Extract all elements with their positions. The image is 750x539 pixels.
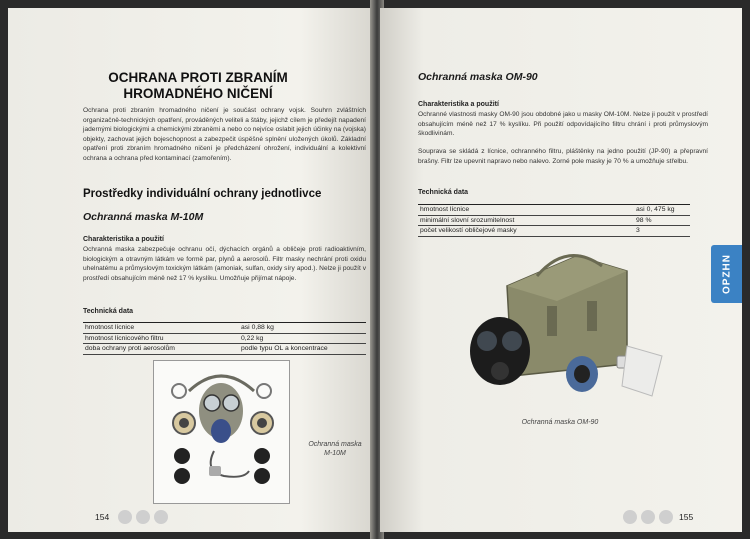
characteristics-text: Ochranná maska zabezpečuje ochranu očí, dýchacích orgánů a obličeje proti radioaktivním, biologickým a otravným látkám ve formě par, plynů a aerosolů. Filtr masky nechrání proti oxidu uhelnatému a průmyslovým toxickým látkám (amoniak, sulfan, oxidy síry apod.). Nelze ji použít v prostředí obsahujícím méně než 17 % kyslíku. Umožňuje přijímat nápoje. [83,246,366,282]
decorative-dot [154,510,168,524]
chapter-tab [711,245,742,303]
table-cell-label: počet velikostí obličejové masky [420,227,517,234]
decorative-dot [623,510,637,524]
decorative-dot [136,510,150,524]
chapter-tab-label: OPZHN [721,254,732,294]
tech-data-heading: Technická data [418,189,469,196]
table-cell-value: 3 [636,227,640,234]
decorative-dot [641,510,655,524]
characteristics-heading: Charakteristika a použití [418,101,499,108]
table-cell-value: asi 0,88 kg [241,324,274,331]
table-row [418,216,690,227]
photo-caption [300,440,370,458]
mask-om90-title: Ochranná maska OM-90 [418,71,538,83]
title-line-1: OCHRANA PROTI ZBRANÍM [108,70,288,85]
decorative-dot [118,510,132,524]
table-cell-value: podle typu OL a koncentrace [241,345,328,352]
tech-data-table [83,322,366,355]
tech-data-table [418,204,690,237]
characteristics-heading: Charakteristika a použití [83,236,164,243]
table-row [418,205,690,216]
page-number: 154 [95,512,110,522]
section-title: Prostředky individuální ochrany jednotlivce [83,188,322,200]
table-row [83,344,366,355]
right-page [380,8,742,532]
characteristics-text-2: Souprava se skládá z lícnice, ochranného filtru, pláštěnky na jedno použití (JP-90) a přepravní brašny. Filtr lze upevnit napravo nebo nalevo. Zorné pole masky je 70 % a umožňuje střelbu. [418,148,708,165]
mask-om90-photo [452,246,666,411]
decorative-dot [659,510,673,524]
gas-mask-m10m-icon [154,361,289,503]
tech-data-heading: Technická data [83,308,134,315]
table-cell-label: hmotnost lícnicového filtru [85,334,164,342]
page-number: 155 [679,512,694,522]
table-cell-label: hmotnost lícnice [420,206,470,213]
gas-mask-om90-icon [452,246,666,411]
table-row [418,226,690,237]
table-cell-value: asi 0, 475 kg [636,206,675,213]
mask-m10m-photo [153,360,290,504]
page-title [58,70,338,102]
table-cell-label: doba ochrany proti aerosolům [85,345,175,352]
photo-caption: Ochranná maska OM-90 [521,419,599,426]
caption-line-2: M-10M [324,450,346,457]
table-row [83,323,366,334]
title-line-2: HROMADNÉHO NIČENÍ [123,86,273,101]
mask-m10m-title: Ochranná maska M-10M [83,211,204,223]
table-cell-value: 98 % [636,216,652,224]
table-cell-value: 0,22 kg [241,334,264,342]
caption-line-1: Ochranná maska [308,441,362,448]
table-row [83,334,366,345]
table-cell-label: hmotnost lícnice [85,324,135,331]
table-cell-label: minimální slovní srozumitelnost [420,216,515,224]
intro-paragraph: Ochrana proti zbraním hromadného ničení je součást ochrany vojsk. Souhrn zvláštních organizačně-technických opatření, prováděných veliteli a štáby, jejichž cílem je předejít napadení jadernými biologickými a chemickými zbraněmi a nebo co nejvíce oslabit jejich účinky na (vojska) objekty, zachovat jejich bojeschopnost a zabezpečit úspěšné splnění uložených úkolů. Základní opatření proti zbraním hromadného ničení je předcházení ohrožení, individuální a kolektivní ochrana a ochrana před kontaminací (zamořením). [83,107,366,162]
characteristics-text-1: Ochranné vlastnosti masky OM-90 jsou obdobné jako u masky OM-10M. Nelze ji použít v prostředí obsahujícím méně než 17 % kyslíku. Při použití odpovídajícího filtru chrání i proti průmyslovým škodlivinám. [418,111,708,138]
left-page [8,8,374,532]
